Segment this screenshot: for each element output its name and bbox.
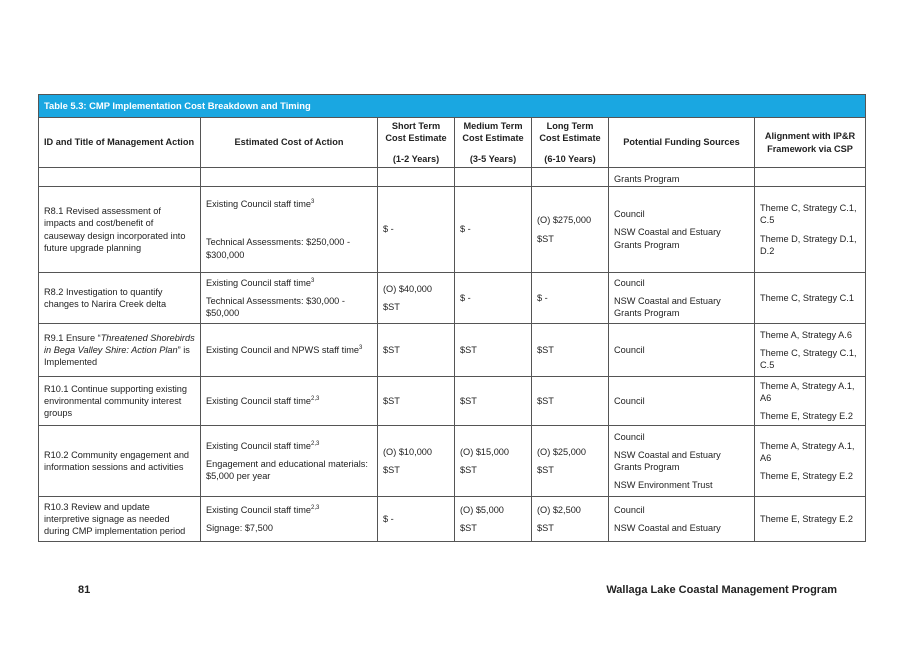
- cost-line: Existing Council staff time: [206, 199, 312, 210]
- cell-medium-term: $ -: [455, 273, 532, 324]
- short-term-value: (O) $40,000: [383, 283, 433, 294]
- long-term-value: (O) $275,000: [537, 215, 592, 226]
- cell-estimated-cost: [201, 497, 378, 542]
- cell-long-term: [532, 497, 609, 542]
- table-row: [39, 426, 866, 497]
- footnote-ref: 2,3: [311, 504, 320, 511]
- cell-short-term: $ -: [378, 187, 455, 273]
- alignment-item: Theme A, Strategy A.6: [760, 329, 852, 340]
- cell-estimated-cost: [201, 187, 378, 273]
- header-estimated-cost: Estimated Cost of Action: [201, 118, 378, 168]
- cell-long-term: $ -: [532, 273, 609, 324]
- cell-short-term: [378, 426, 455, 497]
- alignment-item: Theme E, Strategy E.2: [760, 411, 853, 422]
- cell-medium-term: [455, 168, 532, 187]
- header-medium-term-label: Medium Term Cost Estimate: [462, 121, 524, 144]
- cell-id-title: R8.2 Investigation to quantify changes to Narira Creek delta: [39, 273, 201, 324]
- cell-id-title: R8.1 Revised assessment of impacts and cost/benefit of causeway design incorporated into future upgrade planning: [39, 187, 201, 273]
- table-row: [39, 377, 866, 426]
- footnote-ref: 3: [311, 277, 315, 284]
- cell-estimated-cost: [201, 324, 378, 377]
- cost-line: Existing Council and NPWS staff time: [206, 344, 360, 355]
- table-row: [39, 273, 866, 324]
- cell-medium-term: $ST: [455, 377, 532, 426]
- alignment-item: Theme C, Strategy C.1, C.5: [760, 347, 857, 371]
- header-short-term-years: (1-2 Years): [392, 153, 440, 164]
- cell-long-term: [532, 426, 609, 497]
- alignment-item: Theme A, Strategy A.1, A6: [760, 380, 855, 403]
- short-term-value: $ST: [383, 302, 400, 312]
- medium-term-value: (O) $15,000: [460, 446, 510, 457]
- cell-medium-term: $ST: [455, 324, 532, 377]
- cell-short-term: [378, 273, 455, 324]
- header-long-term-label: Long Term Cost Estimate: [539, 121, 601, 144]
- cell-long-term: $ST: [532, 324, 609, 377]
- header-short-term-label: Short Term Cost Estimate: [385, 121, 447, 144]
- header-medium-term: [455, 118, 532, 168]
- cell-alignment: Theme C, Strategy C.1: [755, 273, 866, 324]
- table-title-row: [39, 95, 866, 118]
- table-row: [39, 187, 866, 273]
- cell-estimated-cost: [201, 377, 378, 426]
- document-title: Wallaga Lake Coastal Management Program: [606, 584, 837, 596]
- cell-short-term: [378, 168, 455, 187]
- funding-source: Council: [614, 277, 645, 288]
- alignment-item: Theme D, Strategy D.1, D.2: [760, 233, 857, 256]
- cost-breakdown-table: [38, 94, 866, 542]
- table-title: Table 5.3: CMP Implementation Cost Breakdown and Timing: [39, 95, 866, 118]
- page-number: 81: [78, 584, 91, 596]
- footnote-ref: 2,3: [311, 440, 320, 447]
- cost-line: Existing Council staff time: [206, 277, 312, 288]
- cost-line: Technical Assessments: $30,000 - $50,000: [206, 295, 345, 319]
- table-header-row: [39, 118, 866, 168]
- cell-estimated-cost: [201, 168, 378, 187]
- header-short-term: [378, 118, 455, 168]
- header-long-term-years: (6-10 Years): [544, 153, 596, 164]
- funding-source: NSW Coastal and Estuary: [614, 523, 721, 533]
- cell-short-term: $ST: [378, 324, 455, 377]
- funding-source: Council: [614, 431, 645, 442]
- id-title-prefix: R9.1 Ensure “: [44, 332, 101, 343]
- cell-id-title: [39, 324, 201, 377]
- id-title-suffix: ” is Implemented: [44, 344, 190, 368]
- footnote-ref: 3: [311, 199, 315, 206]
- cost-line: Existing Council staff time: [206, 504, 312, 515]
- header-long-term: [532, 118, 609, 168]
- cost-line: Existing Council staff time: [206, 440, 312, 451]
- funding-source: NSW Coastal and Estuary Grants Program: [614, 227, 721, 250]
- funding-source: Council: [614, 209, 645, 220]
- short-term-value: (O) $10,000: [383, 446, 433, 457]
- id-title-plan-name: Threatened Shorebirds in Bega Valley Shire: Action Plan: [44, 332, 195, 355]
- long-term-value: (O) $2,500: [537, 504, 581, 515]
- cell-medium-term: [455, 426, 532, 497]
- cell-funding: [609, 426, 755, 497]
- table-row: [39, 497, 866, 542]
- footnote-ref: 3: [359, 344, 363, 351]
- cell-long-term: [532, 168, 609, 187]
- cost-line: Signage: $7,500: [206, 523, 273, 533]
- cell-alignment: [755, 168, 866, 187]
- header-medium-term-years: (3-5 Years): [469, 153, 517, 164]
- cell-estimated-cost: [201, 273, 378, 324]
- cell-medium-term: [455, 497, 532, 542]
- cell-alignment: [755, 377, 866, 426]
- cell-id-title: R10.2 Community engagement and information sessions and activities: [39, 426, 201, 497]
- alignment-item: Theme E, Strategy E.2: [760, 471, 853, 482]
- header-alignment: Alignment with IP&R Framework via CSP: [755, 118, 866, 168]
- cell-estimated-cost: [201, 426, 378, 497]
- short-term-value: $ST: [383, 465, 400, 475]
- header-id-title: ID and Title of Management Action: [39, 118, 201, 168]
- cell-alignment: [755, 187, 866, 273]
- medium-term-value: (O) $5,000: [460, 504, 504, 515]
- alignment-item: Theme C, Strategy C.1, C.5: [760, 203, 857, 226]
- long-term-value: $ST: [537, 523, 554, 533]
- cell-funding: Grants Program: [609, 168, 755, 187]
- header-funding: Potential Funding Sources: [609, 118, 755, 168]
- cell-funding: [609, 187, 755, 273]
- footnote-ref: 2,3: [311, 395, 320, 402]
- long-term-value: (O) $25,000: [537, 446, 587, 457]
- medium-term-value: $ST: [460, 465, 477, 475]
- cell-short-term: $ -: [378, 497, 455, 542]
- cost-line: Technical Assessments: $250,000 - $300,000: [206, 237, 351, 260]
- alignment-item: Theme A, Strategy A.1, A6: [760, 440, 855, 463]
- cell-long-term: $ST: [532, 377, 609, 426]
- cell-id-title: [39, 168, 201, 187]
- funding-source: NSW Coastal and Estuary Grants Program: [614, 449, 721, 472]
- funding-source: NSW Coastal and Estuary Grants Program: [614, 295, 721, 319]
- long-term-value: $ST: [537, 233, 554, 244]
- medium-term-value: $ST: [460, 523, 477, 533]
- cell-id-title: R10.1 Continue supporting existing environmental community interest groups: [39, 377, 201, 426]
- funding-source: NSW Environment Trust: [614, 480, 713, 491]
- cell-long-term: [532, 187, 609, 273]
- table-row: [39, 168, 866, 187]
- cell-funding: [609, 497, 755, 542]
- table-row: [39, 324, 866, 377]
- funding-source: Council: [614, 504, 645, 515]
- cost-line: Existing Council staff time: [206, 395, 312, 406]
- cost-line: Engagement and educational materials: $5,000 per year: [206, 458, 368, 482]
- long-term-value: $ST: [537, 465, 554, 475]
- cell-funding: Council: [609, 324, 755, 377]
- cell-alignment: [755, 324, 866, 377]
- cell-short-term: $ST: [378, 377, 455, 426]
- cell-funding: Council: [609, 377, 755, 426]
- cell-medium-term: $ -: [455, 187, 532, 273]
- cell-funding: [609, 273, 755, 324]
- cell-alignment: [755, 426, 866, 497]
- cell-id-title: R10.3 Review and update interpretive signage as needed during CMP implementation period: [39, 497, 201, 542]
- cell-alignment: Theme E, Strategy E.2: [755, 497, 866, 542]
